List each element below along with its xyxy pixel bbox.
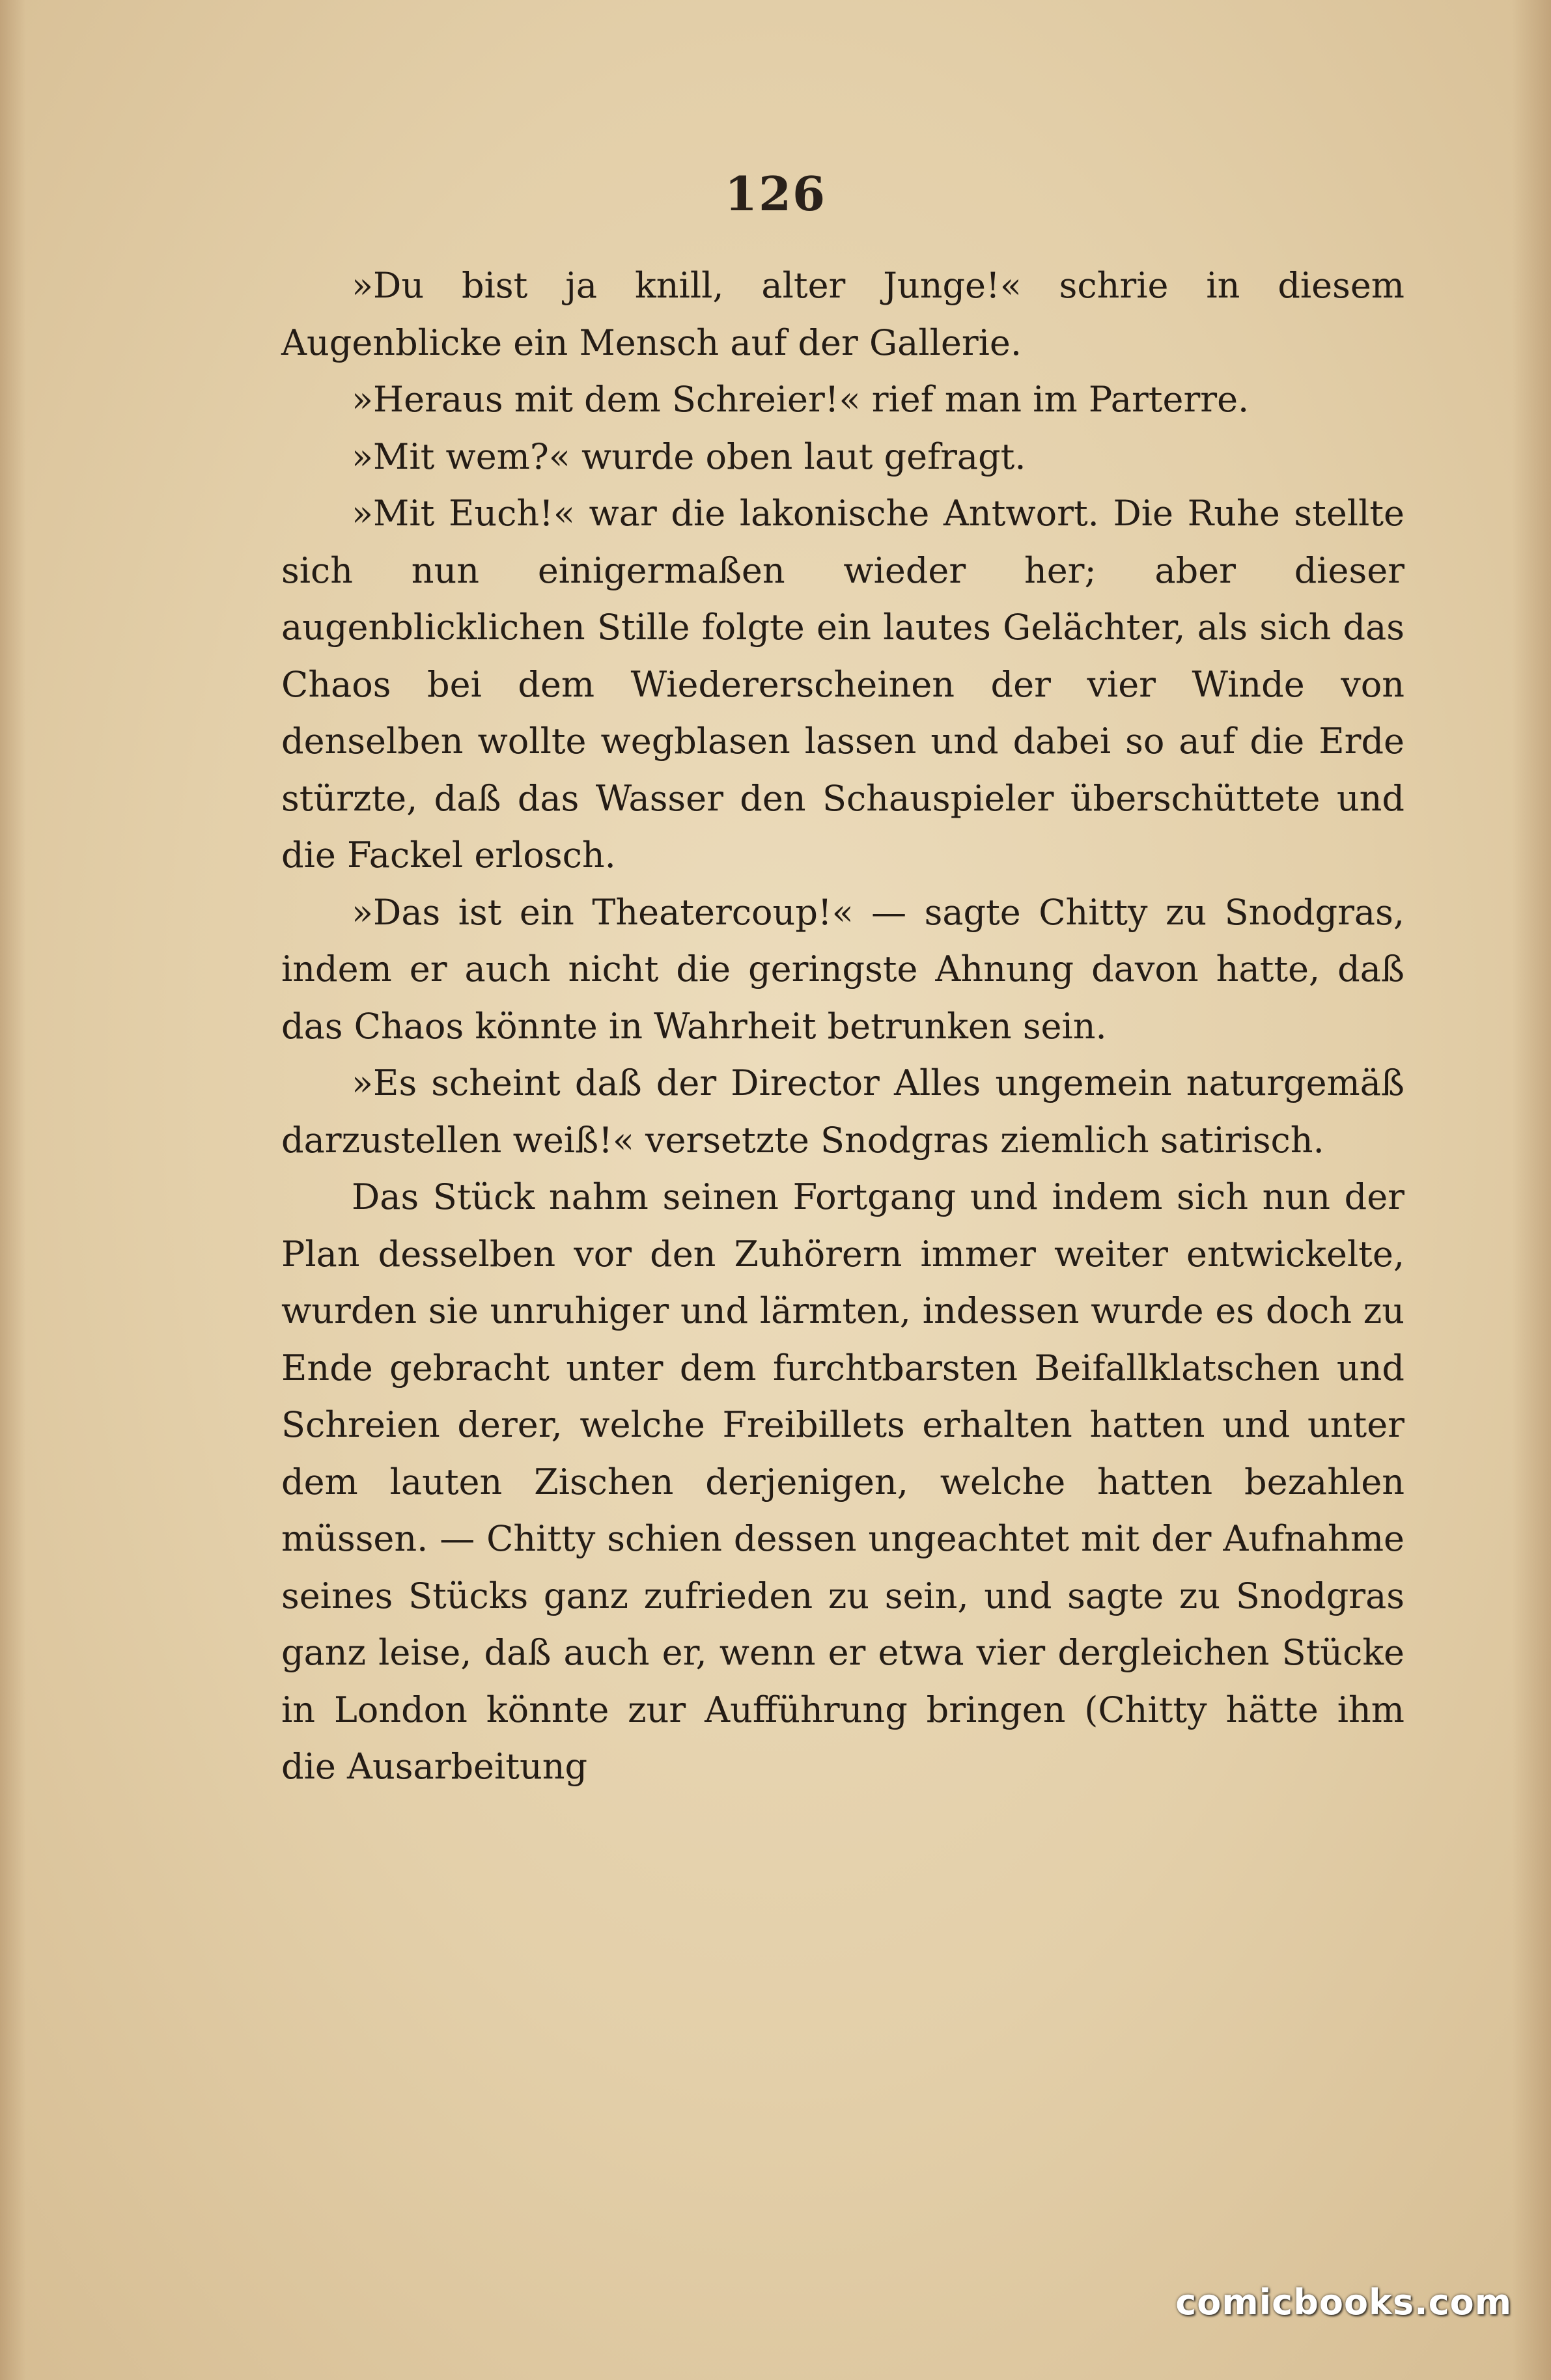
body-text — [281, 257, 1404, 1795]
paragraph: »Das ist ein Theatercoup!« — sagte Chitty zu Snodgras, indem er auch nicht die geringste Ahnung davon hatte, daß das Chaos könnte in Wahrheit betrunken sein. — [281, 891, 1404, 1047]
watermark: comicbooks.com — [1175, 2282, 1512, 2323]
paragraph: »Mit wem?« wurde oben laut gefragt. — [352, 436, 1026, 477]
page-edge-left — [0, 0, 26, 2380]
paragraph: Das Stück nahm seinen Fortgang und indem sich nun der Plan desselben vor den Zuhörern immer weiter entwickelte, wurden sie unruhiger und lärmten, indessen wurde es doch zu Ende gebracht unter dem furchtbarsten Beifallklatschen und Schreien derer, welche Freibillets erhalten hatten und unter dem lauten Zischen derjenigen, welche hatten bezahlen müssen. — Chitty schien dessen ungeachtet mit der Aufnahme seines Stücks ganz zufrieden zu sein, und sagte zu Snodgras ganz leise, daß auch er, wenn er etwa vier dergleichen Stücke in London könnte zur Aufführung bringen (Chitty hätte ihm die Ausarbeitung — [281, 1176, 1404, 1787]
paragraph: »Mit Euch!« war die lakonische Antwort. Die Ruhe stellte sich nun einigermaßen wieder her; aber dieser augenblicklichen Stille folgte ein lautes Gelächter, als sich das Chaos bei dem Wiedererscheinen der vier Winde von denselben wollte wegblasen lassen und dabei so auf die Erde stürzte, daß das Wasser den Schauspieler überschüttete und die Fackel erlosch. — [281, 493, 1404, 876]
paragraph: »Heraus mit dem Schreier!« rief man im Parterre. — [352, 379, 1250, 420]
page-number: 126 — [724, 166, 827, 221]
paragraph: »Du bist ja knill, alter Junge!« schrie in diesem Augenblicke ein Mensch auf der Gallerie. — [281, 265, 1404, 363]
page-edge-right — [1512, 0, 1551, 2380]
paragraph: »Es scheint daß der Director Alles ungemein naturgemäß darzustellen weiß!« versetzte Snodgras ziemlich satirisch. — [281, 1062, 1404, 1161]
